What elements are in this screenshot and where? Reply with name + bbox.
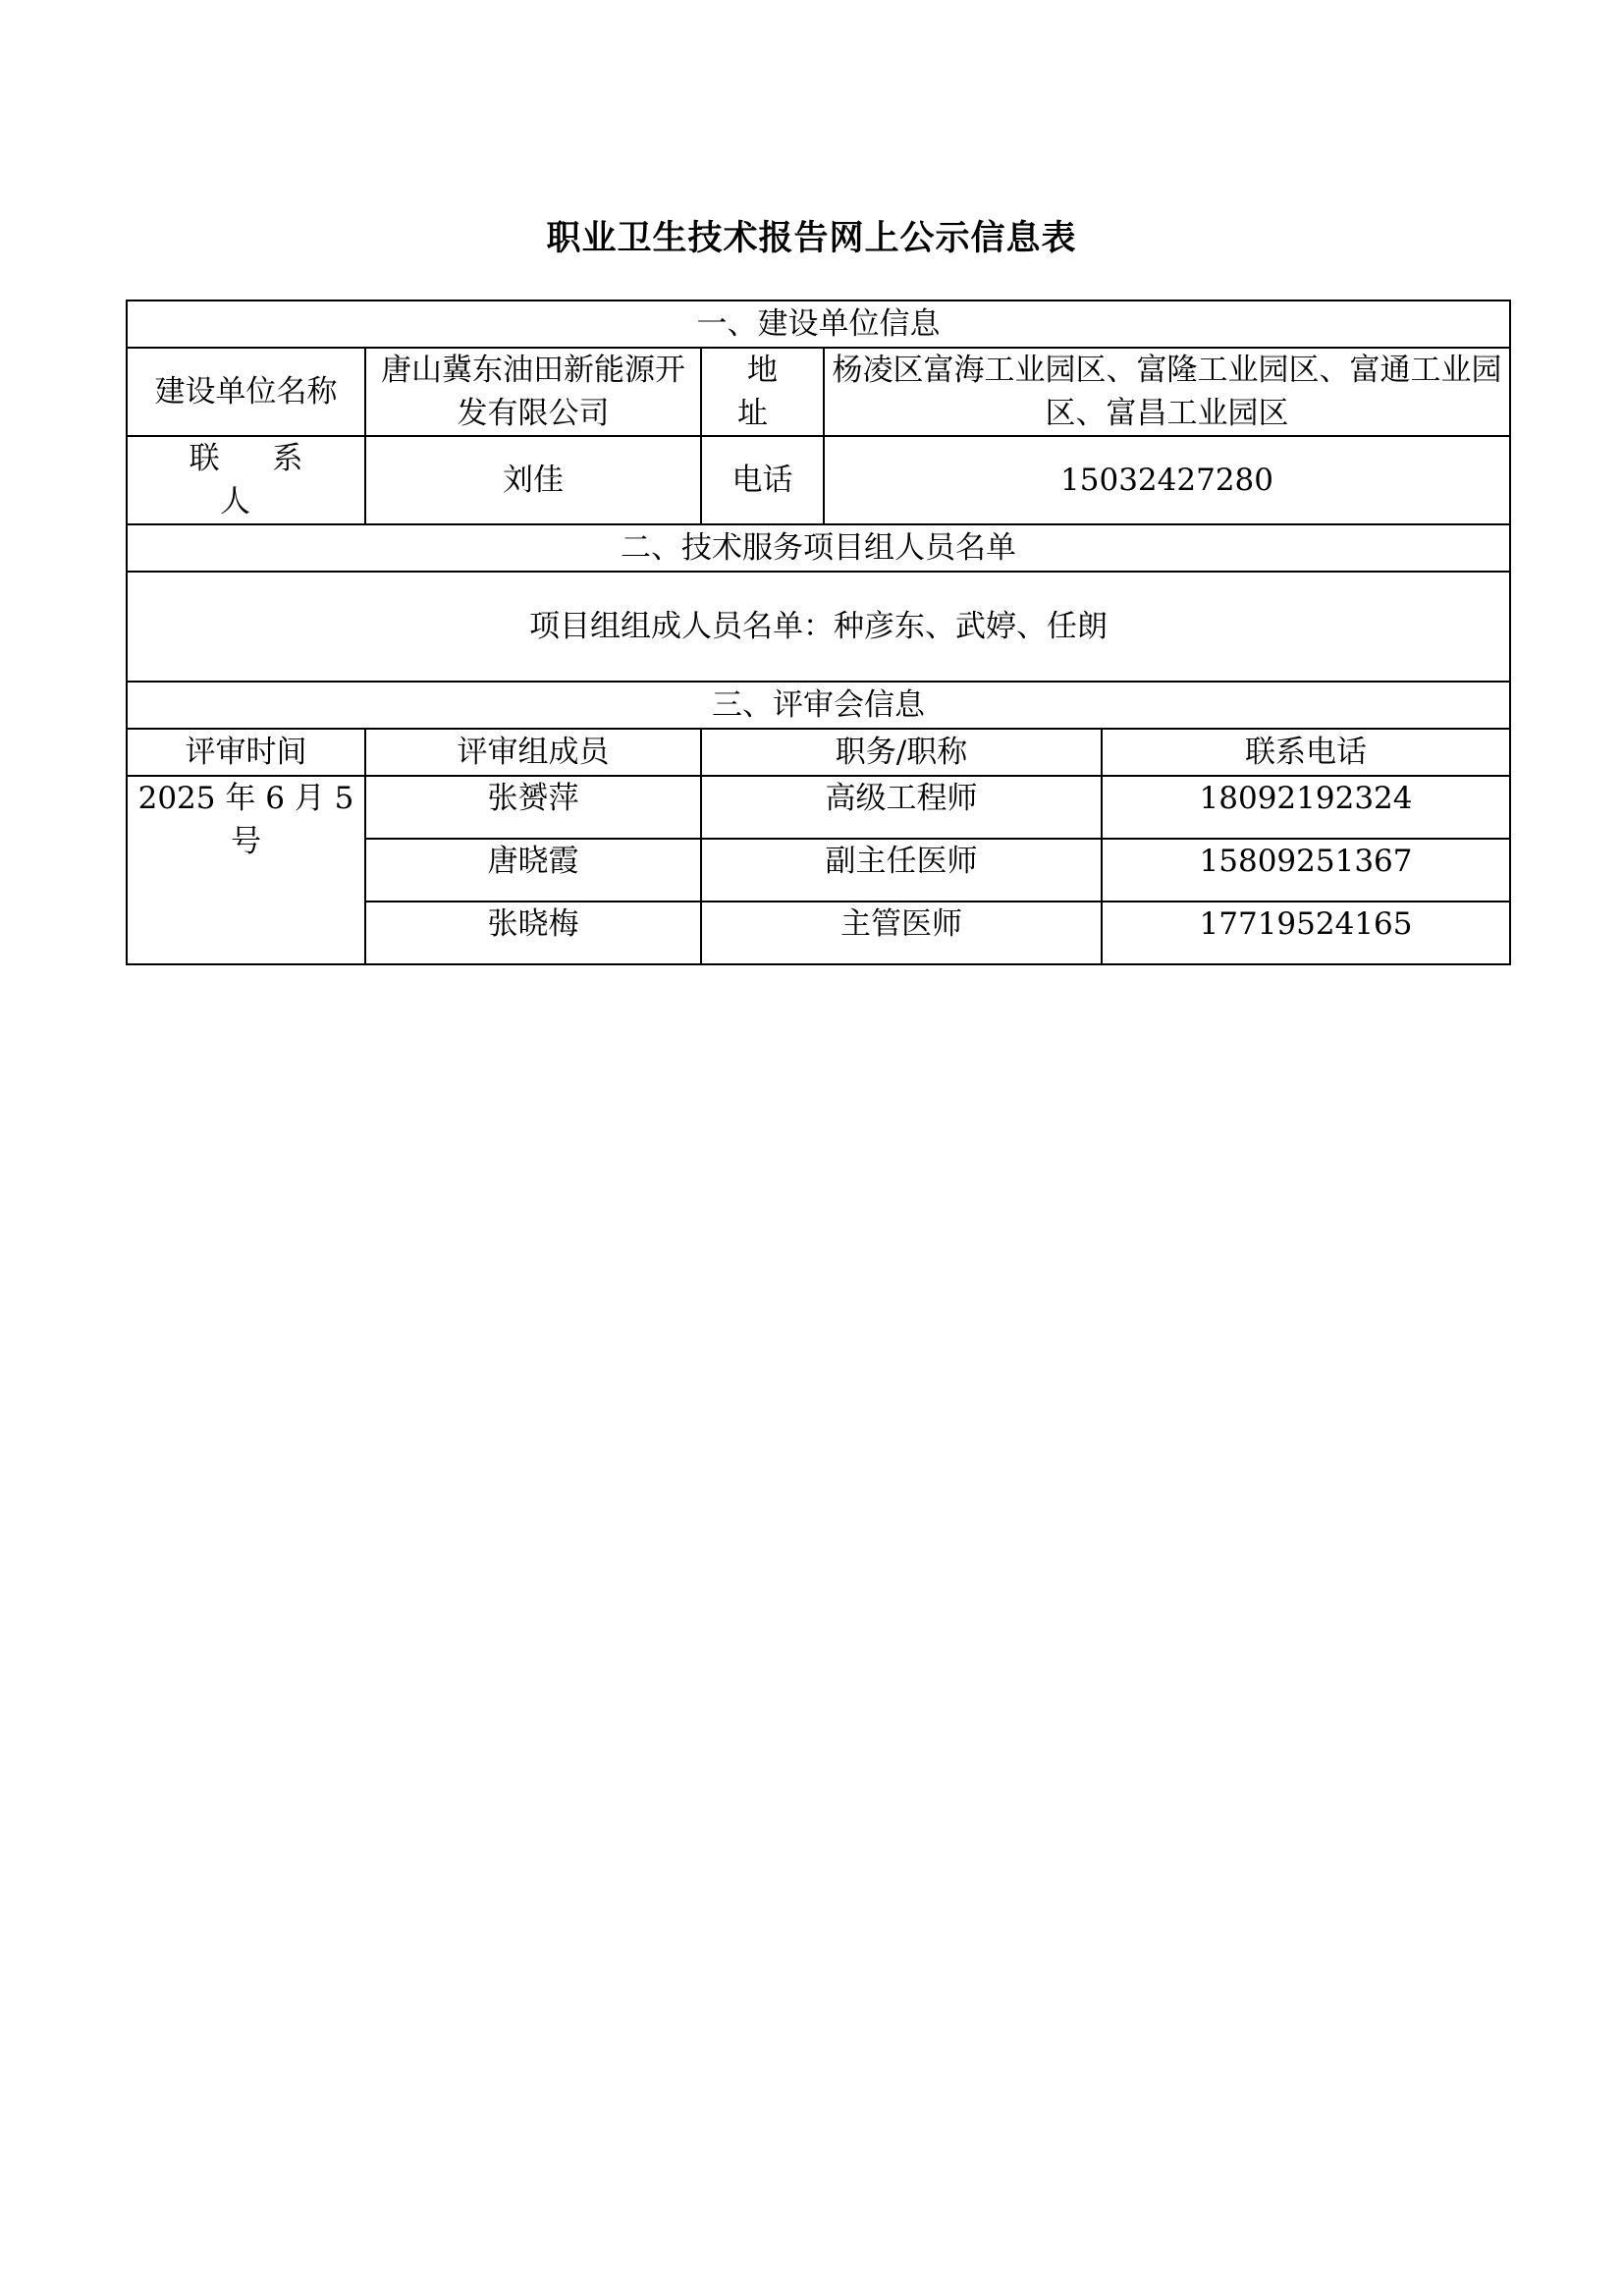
- table-row: [127, 776, 1510, 839]
- member-phone: 17719524165: [1102, 902, 1510, 964]
- contact-value: 刘佳: [365, 436, 701, 524]
- team-row: [127, 572, 1510, 682]
- section2-heading: 二、技术服务项目组人员名单: [127, 524, 1510, 572]
- info-table: [126, 300, 1511, 965]
- contact-row: [127, 436, 1510, 524]
- member-name: 张晓梅: [365, 902, 701, 964]
- address-value: 杨凌区富海工业园区、富隆工业园区、富通工业园区、富昌工业园区: [824, 348, 1510, 436]
- section2-heading-row: [127, 524, 1510, 572]
- unit-name-value: 唐山冀东油田新能源开发有限公司: [365, 348, 701, 436]
- member-name: 张赟萍: [365, 776, 701, 839]
- member-phone: 18092192324: [1102, 776, 1510, 839]
- page-title: 职业卫生技术报告网上公示信息表: [546, 219, 1077, 258]
- member-name: 唐晓霞: [365, 839, 701, 902]
- contact-label-text: 联 系 人: [189, 441, 325, 519]
- phone-value: 15032427280: [824, 436, 1510, 524]
- member-title: 主管医师: [701, 902, 1102, 964]
- review-header-row: [127, 729, 1510, 776]
- team-members-text: 项目组组成人员名单：种彦东、武婷、任朗: [127, 572, 1510, 682]
- unit-name-label: 建设单位名称: [127, 348, 365, 436]
- column-header-position: 职务/职称: [701, 729, 1102, 776]
- member-title: 高级工程师: [701, 776, 1102, 839]
- phone-label: 电话: [701, 436, 824, 524]
- unit-row: [127, 348, 1510, 436]
- contact-label: [127, 436, 365, 524]
- review-date: 2025 年 6 月 5 号: [127, 776, 365, 964]
- section1-heading: 一、建设单位信息: [127, 301, 1510, 348]
- address-label-text: 地 址: [737, 353, 797, 431]
- section3-heading: 三、评审会信息: [127, 682, 1510, 729]
- section1-heading-row: [127, 301, 1510, 348]
- member-title: 副主任医师: [701, 839, 1102, 902]
- column-header-phone: 联系电话: [1102, 729, 1510, 776]
- section3-heading-row: [127, 682, 1510, 729]
- column-header-review-time: 评审时间: [127, 729, 365, 776]
- address-label: [701, 348, 824, 436]
- column-header-reviewer: 评审组成员: [365, 729, 701, 776]
- member-phone: 15809251367: [1102, 839, 1510, 902]
